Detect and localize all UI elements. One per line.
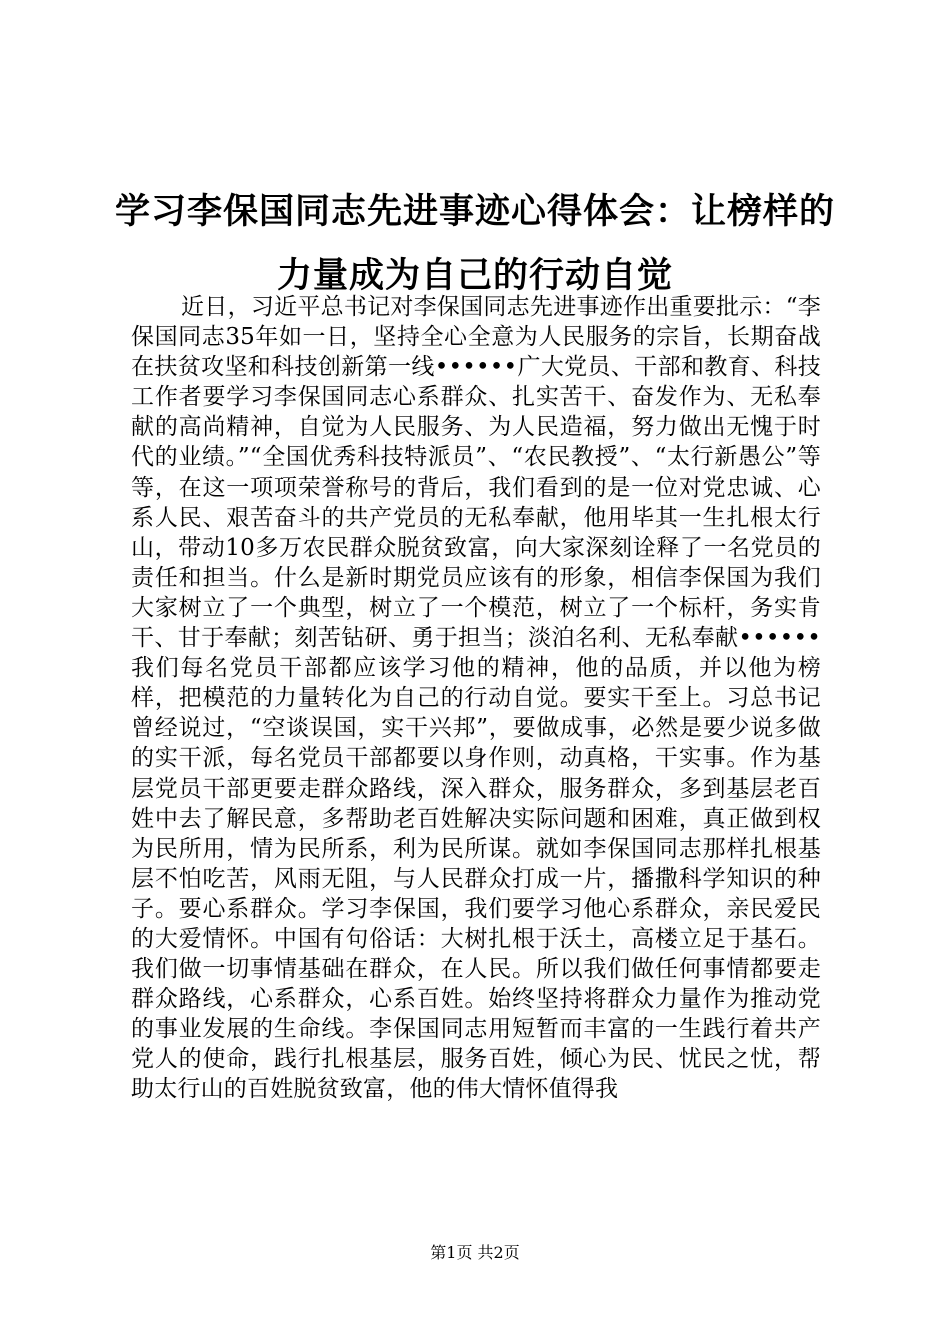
- body-paragraph: [131, 292, 821, 1105]
- body-text: 近日，习近平总书记对李保国同志先进事迹作出重要批示：“李保国同志35年如一日，坚持全心全意为人民服务的宗旨，长期奋战在扶贫攻坚和科技创新第一线••••••广大党员、干部和教育、科技工作者要学习李保国同志心系群众、扎实苦干、奋发作为、无私奉献的高尚精神，自觉为人民服务、为人民造福，努力做出无愧于时代的业绩。”“全国优秀科技特派员”、“农民教授”、“太行新愚公”等等，在这一项项荣誉称号的背后，我们看到的是一位对党忠诚、心系人民、艰苦奋斗的共产党员的无私奉献，他用毕其一生扎根太行山，带动10多万农民群众脱贫致富，向大家深刻诠释了一名党员的责任和担当。什么是新时期党员应该有的形象，相信李保国为我们大家树立了一个典型，树立了一个模范，树立了一个标杆，务实肯干、甘于奉献；刻苦钻研、勇于担当；淡泊名利、无私奉献••••••我们每名党员干部都应该学习他的精神，他的品质，并以他为榜样，把模范的力量转化为自己的行动自觉。要实干至上。习总书记曾经说过，“空谈误国，实干兴邦”，要做成事，必然是要少说多做的实干派，每名党员干部都要以身作则，动真格，干实事。作为基层党员干部更要走群众路线，深入群众，服务群众，多到基层老百姓中去了解民意，多帮助老百姓解决实际问题和困难，真正做到权为民所用，情为民所系，利为民所谋。就如李保国同志那样扎根基层不怕吃苦，风雨无阻，与人民群众打成一片，播撒科学知识的种子。要心系群众。学习李保国，我们要学习他心系群众，亲民爱民的大爱情怀。中国有句俗话：大树扎根于沃土，高楼立足于基石。我们做一切事情基础在群众，在人民。所以我们做任何事情都要走群众路线，心系群众，心系百姓。始终坚持将群众力量作为推动党的事业发展的生命线。李保国同志用短暂而丰富的一生践行着共产党人的使命，践行扎根基层，服务百姓，倾心为民、忧民之忧，帮助太行山的百姓脱贫致富，他的伟大情怀值得我: [131, 294, 821, 1103]
- title-line-2: 力量成为自己的行动自觉: [276, 256, 673, 296]
- title-line-1: 学习李保国同志先进事迹心得体会：让榜样的: [114, 192, 835, 232]
- document-title: [110, 180, 840, 308]
- page-footer: 第1页 共2页: [430, 1243, 520, 1262]
